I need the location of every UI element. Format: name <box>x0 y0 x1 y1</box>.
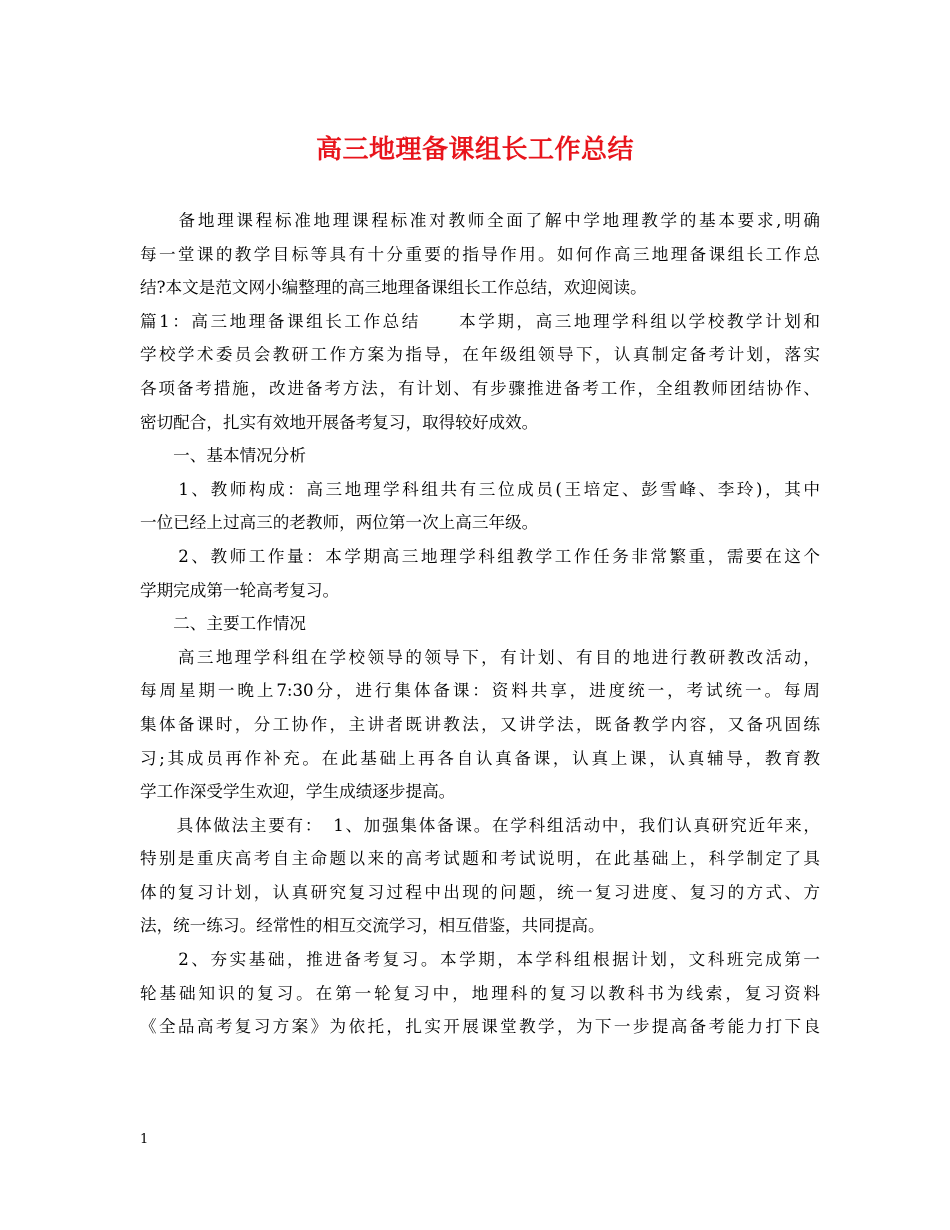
document-body <box>140 204 820 1044</box>
text-line: 体的复习计划，认真研究复习过程中出现的问题，统一复习进度、复习的方式、方 <box>140 882 820 902</box>
text-line: 2、教师工作量：本学期高三地理学科组教学工作任务非常繁重，需要在这个 <box>140 546 820 566</box>
text-line: 一位已经上过高三的老教师，两位第一次上高三年级。 <box>140 513 539 533</box>
text-line: 学校学术委员会教研工作方案为指导，在年级组领导下，认真制定备考计划，落实 <box>140 345 820 365</box>
text-line: 2、夯实基础，推进备考复习。本学期，本学科组根据计划，文科班完成第一 <box>140 950 820 970</box>
text-line: 结?本文是范文网小编整理的高三地理备课组长工作总结，欢迎阅读。 <box>140 278 647 298</box>
text-line: 高三地理学科组在学校领导的领导下，有计划、有目的地进行教研教改活动， <box>140 647 820 667</box>
section-heading: 二、主要工作情况 <box>140 614 306 634</box>
document-title: 高三地理备课组长工作总结 <box>315 135 634 165</box>
text-line: 备地理课程标准地理课程标准对教师全面了解中学地理教学的基本要求,明确 <box>140 211 820 230</box>
section-heading: 一、基本情况分析 <box>140 446 306 466</box>
page-number: 1 <box>140 1132 149 1147</box>
text-line: 学工作深受学生欢迎，学生成绩逐步提高。 <box>140 782 456 802</box>
text-line: 集体备课时，分工协作，主讲者既讲教法，又讲学法，既备教学内容，又备巩固练 <box>140 714 820 734</box>
text-line: 篇1：高三地理备课组长工作总结 本学期，高三地理学科组以学校教学计划和 <box>140 311 820 331</box>
text-line: 每一堂课的教学目标等具有十分重要的指导作用。如何作高三地理备课组长工作总 <box>140 244 820 264</box>
text-line: 学期完成第一轮高考复习。 <box>140 580 340 600</box>
text-line: 各项备考措施，改进备考方法，有计划、有步骤推进备考工作，全组教师团结协作、 <box>140 378 820 398</box>
text-line: 每周星期一晚上7:30分，进行集体备课：资料共享，进度统一，考试统一。每周 <box>140 681 820 701</box>
text-line: 特别是重庆高考自主命题以来的高考试题和考试说明，在此基础上，科学制定了具 <box>140 849 820 869</box>
text-line: 具体做法主要有： 1、加强集体备课。在学科组活动中，我们认真研究近年来， <box>140 815 820 835</box>
text-line: 《全品高考复习方案》为依托，扎实开展课堂教学，为下一步提高备考能力打下良 <box>140 1017 820 1037</box>
text-line: 1、教师构成：高三地理学科组共有三位成员(王培定、彭雪峰、李玲)，其中 <box>140 479 820 499</box>
text-line: 习;其成员再作补充。在此基础上再各自认真备课，认真上课，认真辅导，教育教 <box>140 748 820 768</box>
text-line: 密切配合，扎实有效地开展备考复习，取得较好成效。 <box>140 412 539 432</box>
text-line: 轮基础知识的复习。在第一轮复习中，地理科的复习以教科书为线索，复习资料 <box>140 983 820 1003</box>
text-line: 法，统一练习。经常性的相互交流学习，相互借鉴，共同提高。 <box>140 916 605 936</box>
